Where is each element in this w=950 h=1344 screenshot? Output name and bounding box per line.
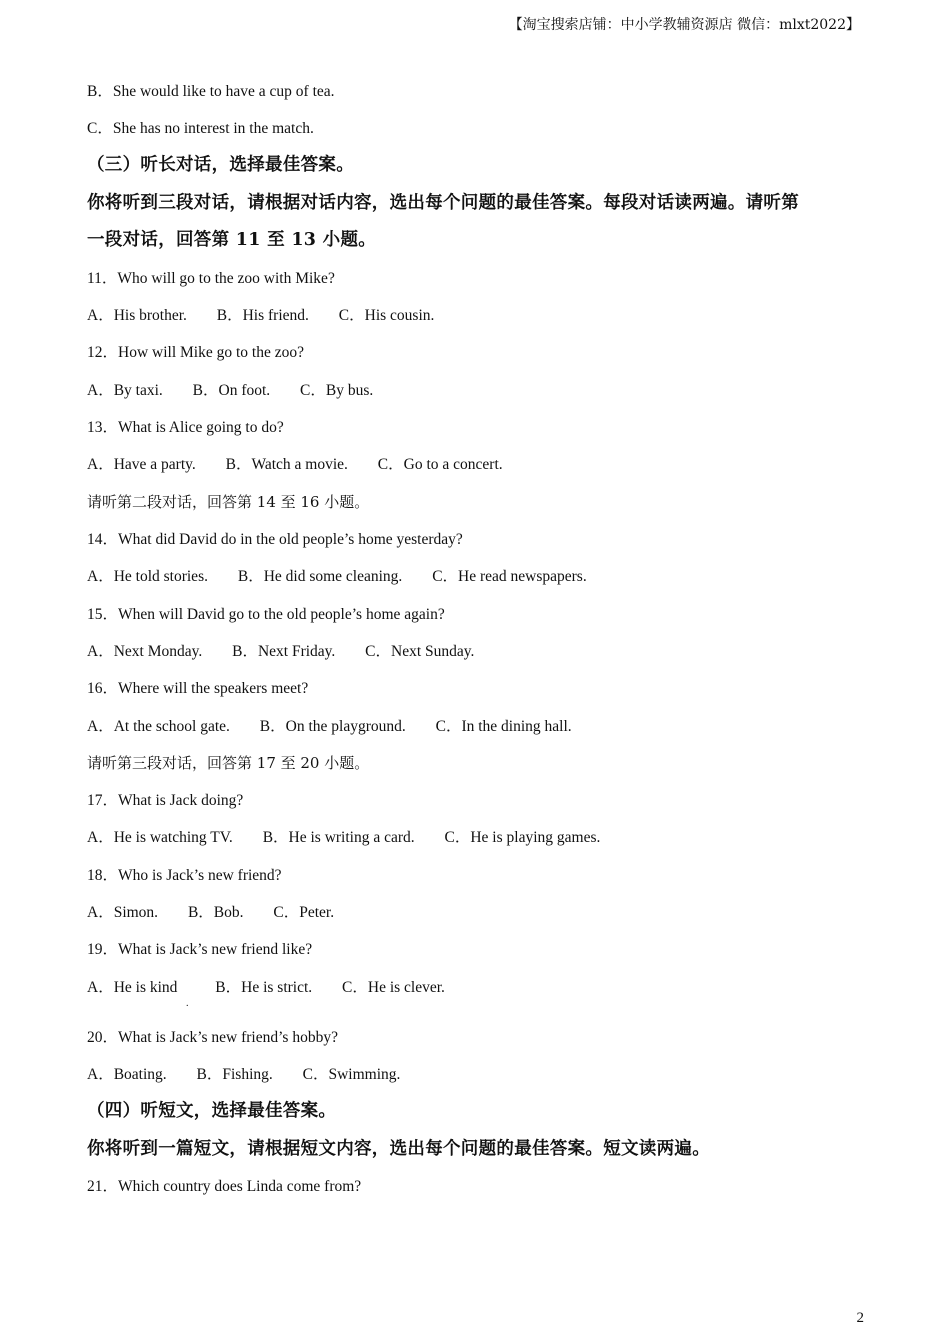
page-header: 【淘宝搜索店铺：中小学教辅资源店 微信：mlxt2022】: [508, 17, 860, 33]
option-a: A．At the school gate.: [87, 718, 230, 735]
options-12: [87, 381, 373, 401]
option-b: B．Watch a movie.: [225, 456, 348, 473]
options-16: [87, 717, 572, 737]
options-19: [87, 978, 445, 998]
option-b: B．He is writing a card.: [262, 829, 415, 846]
section-3-title: （三）听长对话，选择最佳答案。: [87, 155, 354, 175]
option-c: C．He is playing games.: [444, 829, 601, 846]
option-c: C．Swimming.: [302, 1066, 401, 1083]
option-b: B．He is strict.: [215, 979, 313, 996]
option-a: A．He is watching TV.: [87, 829, 233, 846]
option-c: C．Peter.: [273, 904, 335, 921]
section-3-instruction-1: 你将听到三段对话，请根据对话内容，选出每个问题的最佳答案。每段对话读两遍。请听第: [87, 193, 799, 213]
dialog-2-instruction: 请听第二段对话，回答第 14 至 16 小题。: [87, 493, 370, 511]
option-b: B．Fishing.: [196, 1066, 273, 1083]
option-b: B．He did some cleaning.: [237, 568, 403, 585]
question-14: 14．What did David do in the old people’s home yesterday?: [87, 531, 463, 548]
section-3-instruction-2: 一段对话，回答第 11 至 13 小题。: [87, 230, 377, 250]
option-b: B．On the playground.: [259, 718, 406, 735]
question-13: 13．What is Alice going to do?: [87, 419, 284, 436]
option-b: B．Next Friday.: [232, 643, 336, 660]
question-21: 21．Which country does Linda come from?: [87, 1178, 362, 1195]
option-c: C．Go to a concert.: [377, 456, 503, 473]
options-11: [87, 306, 434, 326]
question-18: 18．Who is Jack’s new friend?: [87, 867, 282, 884]
option-a: A．Next Monday.: [87, 643, 203, 660]
option-c: C．By bus.: [300, 382, 374, 399]
section-4-instruction: 你将听到一篇短文，请根据短文内容，选出每个问题的最佳答案。短文读两遍。: [87, 1139, 710, 1159]
question-17: 17．What is Jack doing?: [87, 792, 244, 809]
section-4-title: （四）听短文，选择最佳答案。: [87, 1101, 337, 1121]
options-20: [87, 1065, 400, 1085]
option-c: C．In the dining hall.: [435, 718, 572, 735]
option-a: A．He is kind: [87, 979, 178, 996]
option-c: C．He read newspapers.: [432, 568, 587, 585]
question-16: 16．Where will the speakers meet?: [87, 680, 309, 697]
option-a: A．Boating.: [87, 1066, 167, 1083]
option-a: A．Have a party.: [87, 456, 196, 473]
question-15: 15．When will David go to the old people’s home again?: [87, 606, 445, 623]
dialog-3-instruction: 请听第三段对话，回答第 17 至 20 小题。: [87, 754, 370, 772]
question-19: 19．What is Jack’s new friend like?: [87, 941, 313, 958]
option-b: B．On foot.: [192, 382, 271, 399]
options-17: [87, 828, 600, 848]
page-number: 2: [856, 1310, 864, 1326]
option-a: A．His brother.: [87, 307, 187, 324]
option-c: C．He is clever.: [342, 979, 445, 996]
option-b: B．Bob.: [187, 904, 244, 921]
options-18: [87, 903, 334, 923]
options-14: [87, 567, 587, 587]
question-12: 12．How will Mike go to the zoo?: [87, 344, 304, 361]
option-c: C．Next Sunday.: [365, 643, 475, 660]
option-a: A．Simon.: [87, 904, 159, 921]
question-11: 11．Who will go to the zoo with Mike?: [87, 270, 335, 287]
option-c: C．His cousin.: [338, 307, 435, 324]
option-c-prev: C．She has no interest in the match.: [87, 120, 314, 137]
question-20: 20．What is Jack’s new friend’s hobby?: [87, 1029, 338, 1046]
option-b-prev: B．She would like to have a cup of tea.: [87, 83, 335, 100]
option-a: A．By taxi.: [87, 382, 163, 399]
options-13: [87, 455, 503, 475]
options-15: [87, 642, 474, 662]
option-b: B．His friend.: [216, 307, 309, 324]
stray-mark: .: [186, 998, 189, 1009]
option-a: A．He told stories.: [87, 568, 208, 585]
